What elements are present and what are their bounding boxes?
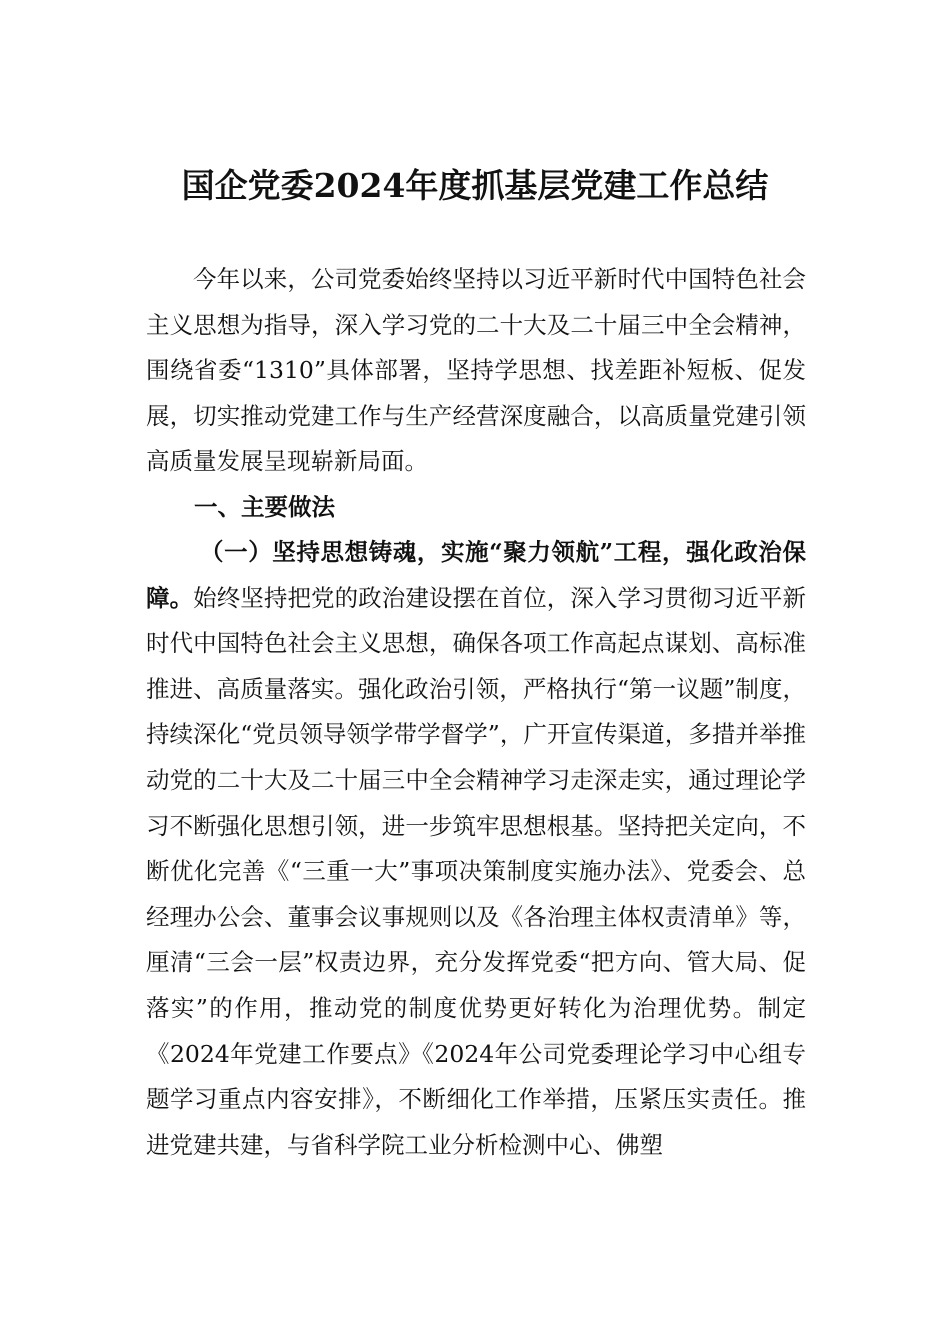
document-title: 国企党委2024年度抓基层党建工作总结 [181,166,769,205]
intro-paragraph: 今年以来，公司党委始终坚持以习近平新时代中国特色社会主义思想为指导，深入学习党的二十大及二十届三中全会精神，围绕省委“1310”具体部署，坚持学思想、找差距补短板、促发展，切实推动党建工作与生产经营深度融合，以高质量党建引领高质量发展呈现崭新局面。 [146,265,806,476]
section-heading: 一、主要做法 [194,493,335,521]
subsection-paragraph [146,530,806,1168]
subsection-heading: （一）坚持思想铸魂，实施“聚力领航”工程，强化政治保障。 [146,538,806,612]
subsection-body: 始终坚持把党的政治建设摆在首位，深入学习贯彻习近平新时代中国特色社会主义思想，确保各项工作高起点谋划、高标准推进、高质量落实。强化政治引领，严格执行“第一议题”制度，持续深化“党员领导领学带学督学”，广开宣传渠道，多措并举推动党的二十大及二十届三中全会精神学习走深走实，通过理论学习不断强化思想引领，进一步筑牢思想根基。坚持把关定向，不断优化完善《“三重一大”事项决策制度实施办法》、党委会、总经理办公会、董事会议事规则以及《各治理主体权责清单》等，厘清“三会一层”权责边界，充分发挥党委“把方向、管大局、促落实”的作用，推动党的制度优势更好转化为治理优势。制定《2024年党建工作要点》《2024年公司党委理论学习中心组专题学习重点内容安排》，不断细化工作举措，压紧压实责任。推进党建共建，与省科学院工业分析检测中心、佛塑 [146,583,807,1159]
